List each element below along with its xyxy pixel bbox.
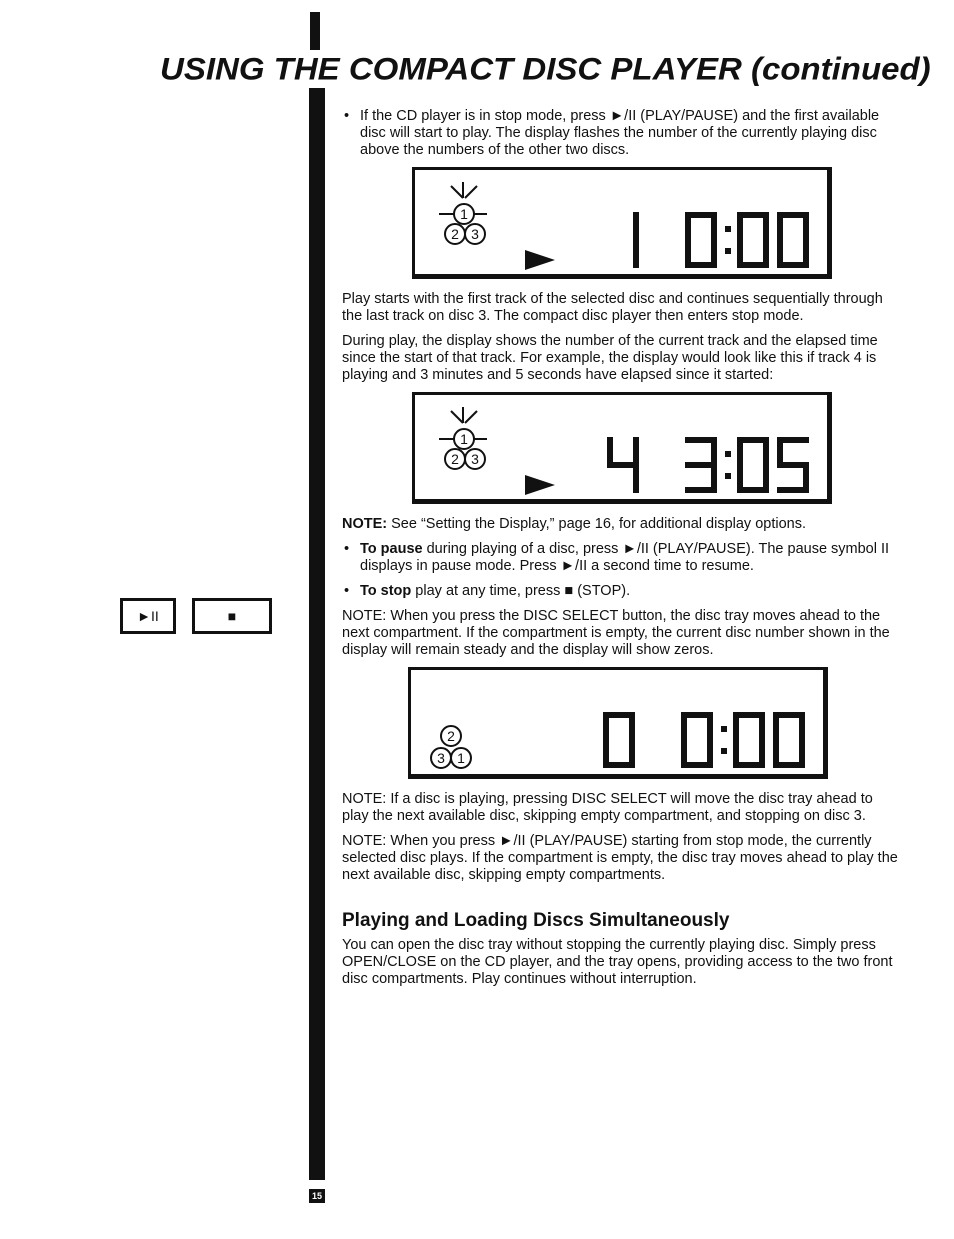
lcd-display-2-graphic	[415, 395, 831, 501]
seconds-ones-digit	[777, 212, 809, 268]
paragraph-during-play: During play, the display shows the number of the current track and the elapsed time since the start of that track. For example, the display would look like this if track 4 is playing and 3 minutes and 5 seconds have elapsed since it started:	[342, 333, 878, 383]
lcd-display-1-graphic	[415, 170, 831, 276]
lcd-display-1	[412, 167, 832, 279]
track-digit	[633, 212, 639, 268]
disc-indicator-left	[445, 449, 465, 469]
seconds-ones-digit	[777, 437, 809, 493]
lcd-display-3	[408, 667, 828, 779]
note-disc-select: NOTE: When you press the DISC SELECT button, the disc tray moves ahead to the next compartment. If the compartment is empty, the current disc number shown in the display will remain steady and the display will show zeros.	[342, 608, 890, 658]
bullet-to-stop: • To stop play at any time, press ■ (STOP).	[342, 583, 902, 600]
vertical-rule	[309, 88, 325, 1180]
stop-button-illustration	[192, 598, 272, 634]
track-digit	[607, 437, 639, 493]
minutes-digit	[681, 712, 713, 768]
disc-indicator-top	[441, 726, 461, 746]
bullet-stop-mode: • If the CD player is in stop mode, press ►/II (PLAY/PAUSE) and the first available disc will start to play. The display flashes the number of the currently playing disc above the numbers of the other two discs.	[342, 108, 902, 159]
lcd-display-2	[412, 392, 832, 504]
minutes-digit	[685, 437, 717, 493]
paragraph-play-starts: Play starts with the first track of the selected disc and continues sequentially through the last track on disc 3. The compact disc player then enters stop mode.	[342, 291, 883, 324]
track-digit	[603, 712, 635, 768]
note-disc-select-playing: NOTE: If a disc is playing, pressing DISC SELECT will move the disc tray ahead to play the next available disc, skipping empty compartment, and stopping on disc 3.	[342, 791, 873, 824]
disc-indicator-right	[465, 224, 485, 244]
disc-indicator-left	[431, 748, 451, 768]
svg-text:1: 1	[460, 206, 468, 222]
disc-indicator-top	[454, 429, 474, 449]
page-number: 15	[309, 1189, 325, 1203]
svg-text:3: 3	[471, 226, 479, 242]
time-colon	[725, 451, 731, 479]
section-heading: Playing and Loading Discs Simultaneously	[342, 910, 730, 931]
disc-indicator-top	[454, 204, 474, 224]
seconds-ones-digit	[773, 712, 805, 768]
svg-text:1: 1	[460, 431, 468, 447]
seconds-tens-digit	[737, 437, 769, 493]
time-colon	[721, 726, 727, 754]
svg-text:3: 3	[471, 451, 479, 467]
time-colon	[725, 226, 731, 254]
page-title: USING THE COMPACT DISC PLAYER (continued)	[160, 50, 931, 87]
play-indicator-icon	[525, 475, 555, 495]
svg-text:1: 1	[457, 750, 465, 766]
seconds-tens-digit	[733, 712, 765, 768]
stop-icon: ■	[227, 608, 237, 624]
lcd-display-3-graphic	[411, 670, 827, 776]
disc-indicator-right	[465, 449, 485, 469]
play-pause-button-illustration	[120, 598, 176, 634]
play-indicator-icon	[525, 250, 555, 270]
play-pause-icon: ►II	[137, 608, 159, 624]
note-play-from-stop: NOTE: When you press ►/II (PLAY/PAUSE) starting from stop mode, the currently selected disc plays. If the compartment is empty, the disc tray moves ahead to play the next available disc, skipping empty compartments.	[342, 833, 898, 883]
svg-text:2: 2	[447, 728, 455, 744]
bullet-to-pause: • To pause during playing of a disc, press ►/II (PLAY/PAUSE). The pause symbol II displays in pause mode. Press ►/II a second time to resume.	[342, 541, 902, 575]
svg-text:2: 2	[451, 451, 459, 467]
svg-text:2: 2	[451, 226, 459, 242]
svg-text:3: 3	[437, 750, 445, 766]
header-bar-mark	[310, 12, 320, 50]
disc-indicator-right	[451, 748, 471, 768]
seconds-tens-digit	[737, 212, 769, 268]
note-setting-display: NOTE: See “Setting the Display,” page 16, for additional display options.	[342, 516, 806, 532]
minutes-digit	[685, 212, 717, 268]
paragraph-open-close: You can open the disc tray without stopping the currently playing disc. Simply press OPEN/CLOSE on the CD player, and the tray opens, providing access to the two front disc compartments. Play continues without interruption.	[342, 937, 893, 987]
main-content	[342, 108, 902, 996]
disc-indicator-left	[445, 224, 465, 244]
